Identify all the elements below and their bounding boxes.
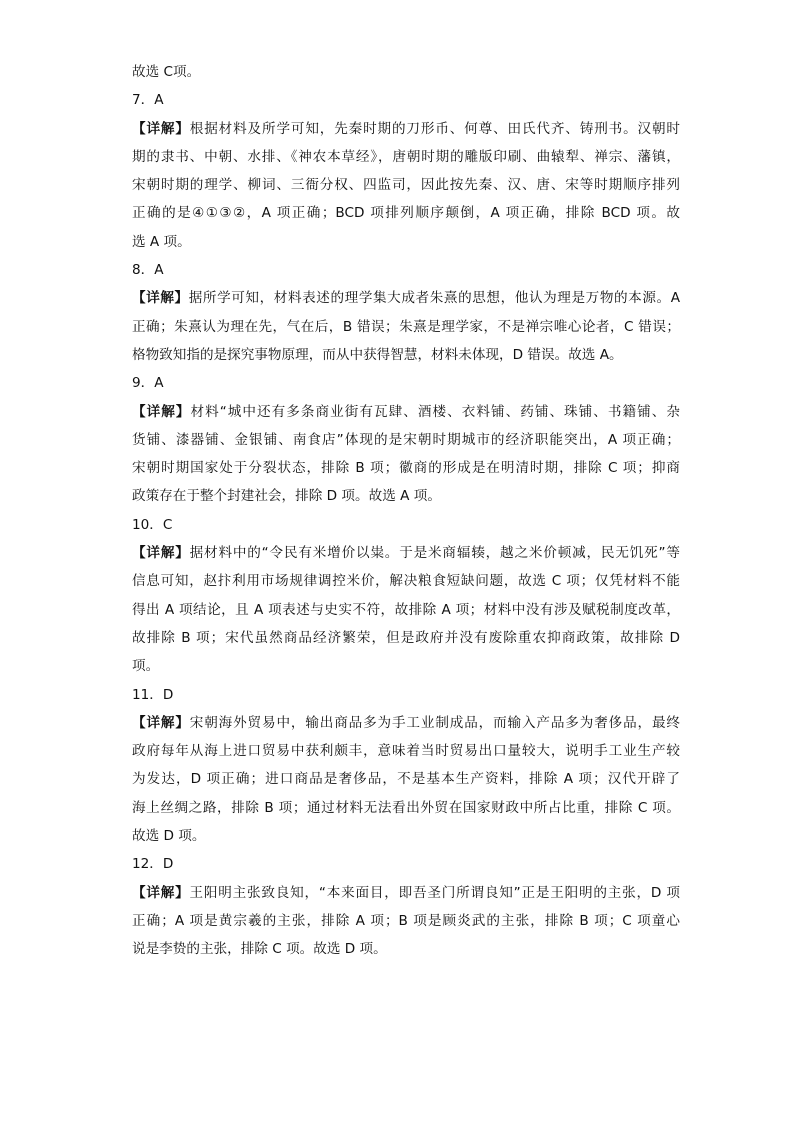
question-number: 9．A xyxy=(132,375,164,392)
explanation-line: 选 A 项。 xyxy=(132,233,191,250)
explanation-first-line xyxy=(132,115,680,143)
question-number: 8．A xyxy=(132,262,164,279)
explanation-text: 据所学可知，材料表述的理学集大成者朱熹的思想，他认为理是万物的本源。A xyxy=(188,290,681,307)
explanation-first-line xyxy=(132,709,680,737)
explanation-line: 为发达，D 项正确；进口商品是奢侈品，不是基本生产资料，排除 A 项；汉代开辟了 xyxy=(132,771,680,788)
question-number: 10．C xyxy=(132,516,173,533)
explanation-text: 宋朝海外贸易中，输出商品多为手工业制成品，而输入产品多为奢侈品，最终 xyxy=(189,714,681,731)
explanation-line: 期的隶书、中朝、水排、《神农本草经》，唐朝时期的雕版印刷、曲辕犁、禅宗、藩镇， xyxy=(132,148,680,165)
explanation-text: 根据材料及所学可知，先秦时期的刀形币、何尊、田氏代齐、铸刑书。汉朝时 xyxy=(189,120,681,137)
explanation-line: 正确；A 项是黄宗羲的主张，排除 A 项；B 项是顾炎武的主张，排除 B 项；C 项童心 xyxy=(132,912,680,929)
explanation-line: 货铺、漆器铺、金银铺、南食店”体现的是宋朝时期城市的经济职能突出，A 项正确； xyxy=(132,431,680,448)
explanation-text: 据材料中的“令民有米增价以粜。于是米商辐辏，越之米价顿减，民无饥死”等 xyxy=(189,545,680,562)
explanation-first-line xyxy=(132,398,680,426)
explanation-first-line xyxy=(132,879,680,907)
explanation-tag: 【详解】 xyxy=(132,884,190,901)
explanation-tag: 【详解】 xyxy=(132,290,189,307)
explanation-line: 海上丝绸之路，排除 B 项；通过材料无法看出外贸在国家财政中所占比重，排除 C 项。 xyxy=(132,799,680,816)
explanation-tag: 【详解】 xyxy=(132,403,191,420)
answer-conclusion: 故选 C项。 xyxy=(132,64,201,80)
explanation-line: 宋朝时期国家处于分裂状态，排除 B 项；徽商的形成是在明清时期，排除 C 项；抑商 xyxy=(132,460,680,477)
answer-document xyxy=(132,58,680,964)
explanation-line: 宋朝时期的理学、柳词、三衙分权、四监司，因此按先秦、汉、唐、宋等时期顺序排列 xyxy=(132,177,680,194)
explanation-line: 正确；朱熹认为理在先，气在后，B 错误；朱熹是理学家，不是禅宗唯心论者，C 错误； xyxy=(132,318,680,335)
explanation-line: 正确的是④①③②，A 项正确；BCD 项排列顺序颠倒，A 项正确，排除 BCD 项。故 xyxy=(132,205,680,222)
explanation-line: 故排除 B 项；宋代虽然商品经济繁荣，但是政府并没有废除重农抑商政策，故排除 D xyxy=(132,629,680,646)
explanation-text: 材料“城中还有多条商业街有瓦肆、酒楼、衣料铺、药铺、珠铺、书籍铺、杂 xyxy=(190,403,680,420)
explanation-line: 故选 D 项。 xyxy=(132,828,206,845)
question-number: 11．D xyxy=(132,686,174,703)
explanation-tag: 【详解】 xyxy=(132,714,190,731)
explanation-line: 政策存在于整个封建社会，排除 D 项。故选 A 项。 xyxy=(132,488,441,505)
explanation-line: 格物致知指的是探究事物原理，而从中获得智慧，材料未体现，D 错误。故选 A。 xyxy=(132,346,623,363)
explanation-line: 说是李贽的主张，排除 C 项。故选 D 项。 xyxy=(132,941,387,958)
question-number: 12．D xyxy=(132,856,174,873)
explanation-line: 政府每年从海上进口贸易中获利颇丰，意味着当时贸易出口量较大，说明手工业生产较 xyxy=(132,743,680,760)
explanation-tag: 【详解】 xyxy=(132,545,190,562)
explanation-text: 王阳明主张致良知，“本来面目，即吾圣门所谓良知”正是王阳明的主张，D 项 xyxy=(189,884,681,901)
question-number: 7．A xyxy=(132,92,164,109)
explanation-line: 项。 xyxy=(132,658,160,675)
explanation-line: 得出 A 项结论，且 A 项表述与史实不符，故排除 A 项；材料中没有涉及赋税制度改革， xyxy=(132,601,680,618)
explanation-first-line xyxy=(132,284,680,312)
explanation-first-line xyxy=(132,539,680,567)
explanation-tag: 【详解】 xyxy=(132,120,190,137)
explanation-line: 信息可知，赵抃利用市场规律调控米价，解决粮食短缺问题，故选 C 项；仅凭材料不能 xyxy=(132,573,680,590)
